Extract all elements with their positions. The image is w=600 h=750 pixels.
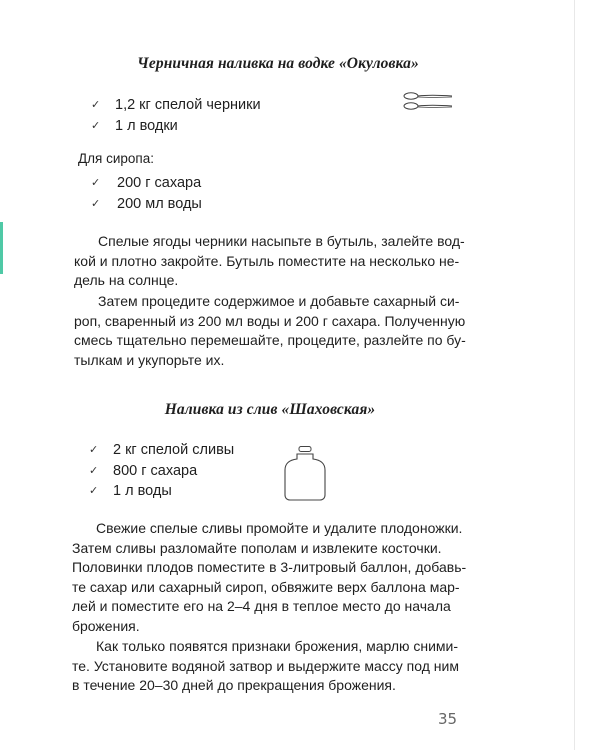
page-edge [574,0,575,750]
syrup-label: Для сиропа: [78,151,154,166]
recipe1-ingredients [91,95,261,136]
list-item: ✓ 800 г сахара [89,461,234,482]
recipe2-title: Наливка из слив «Шаховская» [164,401,376,418]
spoons-icon [402,89,454,115]
recipe2-paragraph-1: Свежие спелые сливы промойте и удалите плодоножки. Затем сливы разломайте пополам и извлеките косточки. Половинки плодов поместите в 3-литровый баллон, добавь- те сахар или сахарный сироп, обвяжите верх баллона мар- лей и поместите его на 2–4 дня в теплое место до начала брожения. [72,520,467,634]
page-number: 35 [438,710,458,728]
list-item: ✓ 200 г сахара [91,173,202,194]
list-item: ✓ 200 мл воды [91,194,202,215]
recipe1-syrup-ingredients [91,173,202,214]
recipe2-paragraph-2: Как только появятся признаки брожения, марлю сними- те. Установите водяной затвор и выдержите массу под ним в течение 20–30 дней до прекращения брожения. [72,638,459,693]
checkmark-icon: ✓ [91,196,101,210]
checkmark-icon: ✓ [89,484,99,497]
checkmark-icon: ✓ [89,463,99,477]
checkmark-icon: ✓ [91,118,101,132]
list-item: ✓ 1 л воды [89,481,234,502]
recipe1-paragraph-1: Спелые ягоды черники насыпьте в бутыль, залейте вод- кой и плотно закройте. Бутыль поместите на несколько не- дель на солнце. [74,233,465,288]
list-item: ✓ 2 кг спелой сливы [89,440,234,461]
checkmark-icon: ✓ [89,443,99,456]
recipe2-ingredients [89,440,234,502]
recipe1-paragraph-2: Затем процедите содержимое и добавьте сахарный си- роп, сваренный из 200 мл воды и 200 г сахара. Полученную смесь тщательно перемешайте, процедите, разлейте по бу- тылкам и укупорьте их. [74,293,466,368]
checkmark-icon: ✓ [91,98,101,111]
list-item: ✓ 1,2 кг спелой черники [91,95,261,116]
recipe1-title: Черничная наливка на водке «Окуловка» [137,55,419,72]
margin-mark [0,222,3,274]
checkmark-icon: ✓ [91,176,101,189]
jar-icon [282,445,328,501]
list-item: ✓ 1 л водки [91,116,261,137]
